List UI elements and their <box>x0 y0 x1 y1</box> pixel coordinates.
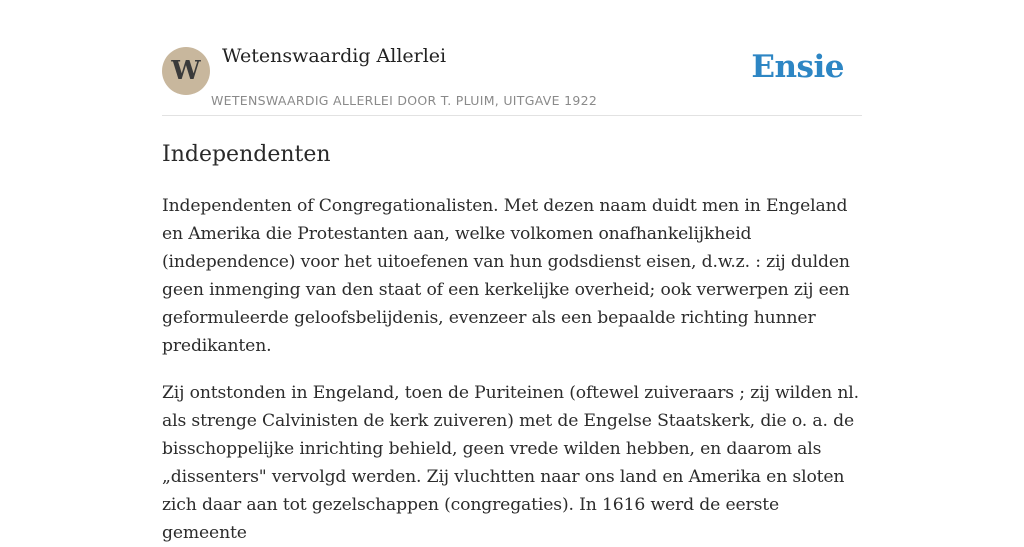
source-avatar[interactable]: W <box>162 47 210 95</box>
article-paragraph-1: Independenten of Congregationalisten. Met dezen naam duidt men in Engeland en Amerika die Protestanten aan, welke volkomen onafhankelijkheid (independence) voor het uitoefenen van hun godsdienst eisen, d.w.z. : zij dulden geen inmenging van den staat of een kerkelijke overheid; ook verwerpen zij een geformuleerde geloofsbelijdenis, evenzeer als een bepaalde richting hunner predikanten. <box>162 196 850 356</box>
article-paragraph-2: Zij ontstonden in Engeland, toen de Puriteinen (oftewel zuiveraars ; zij wilden nl. als strenge Calvinisten de kerk zuiveren) met de Engelse Staatskerk, die o. a. de bisschoppelijke inrichting behield, geen vrede wilden hebben, en daarom als „dissenters" vervolgd werden. Zij vluchtten naar ons land en Amerika en sloten zich daar aan tot gezelschappen (congregaties). In 1616 werd de eerste gemeente <box>162 383 859 543</box>
source-title-link[interactable]: Wetenswaardig Allerlei <box>222 45 447 67</box>
ensie-logo[interactable]: Ensie <box>751 49 844 85</box>
content-container <box>162 0 862 547</box>
source-subtitle: WETENSWAARDIG ALLERLEI DOOR T. PLUIM, UITGAVE 1922 <box>211 93 598 108</box>
source-header <box>162 0 862 116</box>
entry-title: Independenten <box>162 142 331 167</box>
